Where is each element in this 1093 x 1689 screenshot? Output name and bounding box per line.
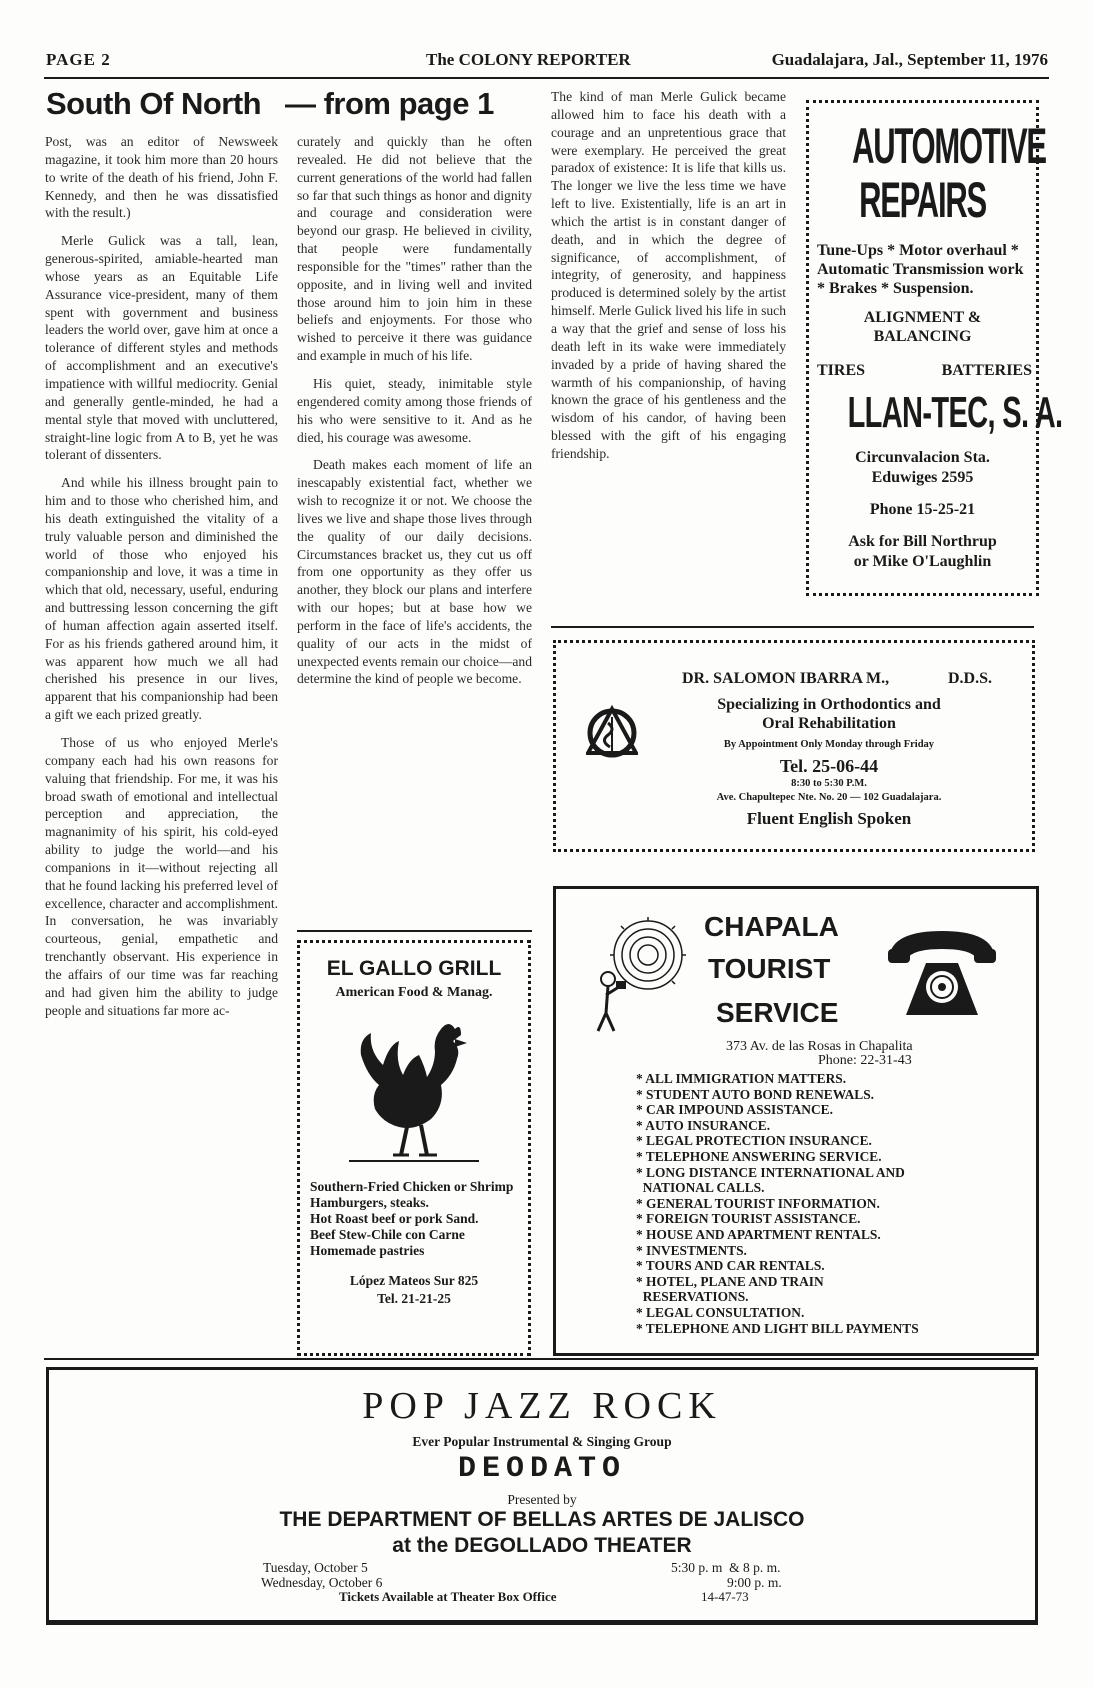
concert-time-1: 5:30 p. m & 8 p. m. xyxy=(671,1560,781,1575)
gallo-title: EL GALLO GRILL xyxy=(326,957,502,980)
chapala-service-item: * TELEPHONE ANSWERING SERVICE. xyxy=(636,1148,882,1164)
concert-date-1: Tuesday, October 5 xyxy=(263,1560,368,1575)
chapala-service-item: * LEGAL PROTECTION INSURANCE. xyxy=(636,1133,872,1149)
chapala-service-item: * CAR IMPOUND ASSISTANCE. xyxy=(636,1102,833,1118)
article-column-1 xyxy=(45,133,278,1353)
chapala-services-list xyxy=(636,1071,919,1336)
ad-auto-contact-1: Ask for Bill Northrup xyxy=(848,533,997,550)
article-paragraph: And while his illness brought pain to him and to those who cherished him, and his death extinguished the vitality of a truly valuable person and diminished the world of those who enjoyed his companionship and love, it was a time in which that old, necessary, useful, enduring and buttressing lesson concerning the gift of human affection again asserted itself. For as his friends gathered around him, it was apparent how much we all had cherished his presence in our lives, apparent that his companionship had been a gift we each prized greatly. xyxy=(45,475,278,723)
chapala-service-item: * STUDENT AUTO BOND RENEWALS. xyxy=(636,1086,874,1102)
ad-auto-tires-batteries xyxy=(809,362,1036,380)
chapala-service-item: * HOUSE AND APARTMENT RENTALS. xyxy=(636,1226,881,1242)
automotive-repairs-ad xyxy=(806,100,1063,596)
concert-title: POP JAZZ ROCK xyxy=(362,1385,722,1427)
dentist-degree: D.D.S. xyxy=(948,670,993,687)
gallo-menu-item: Hamburgers, steaks. xyxy=(310,1195,429,1210)
concert-presented-by: Presented by xyxy=(507,1492,577,1507)
dentist-specialty-2: Oral Rehabilitation xyxy=(762,715,896,732)
section-rule xyxy=(551,626,1034,628)
chapala-address: 373 Av. de las Rosas in Chapalita xyxy=(726,1039,913,1054)
concert-top-rule xyxy=(44,1358,1034,1360)
masthead xyxy=(46,46,1048,76)
article-headline: South Of North xyxy=(46,86,262,121)
chapala-tourist-service-ad xyxy=(553,886,1039,1356)
gallo-address: López Mateos Sur 825 xyxy=(349,1273,479,1288)
chapala-title-2: TOURIST xyxy=(708,953,831,984)
gallo-tel: Tel. 21-21-25 xyxy=(377,1291,451,1306)
dentist-ad xyxy=(553,640,1035,852)
chapala-service-item: RESERVATIONS. xyxy=(636,1289,749,1305)
gallo-menu xyxy=(300,1165,528,1259)
ad-auto-title-2: REPAIRS xyxy=(859,172,986,228)
concert-tickets: Tickets Available at Theater Box Office xyxy=(339,1589,557,1604)
telephone-icon xyxy=(882,925,1002,1025)
gallo-menu-item: Southern-Fried Chicken or Shrimp xyxy=(310,1179,514,1194)
article-headline-continued: — from page 1 xyxy=(285,86,494,121)
concert-date-2: Wednesday, October 6 xyxy=(261,1575,383,1590)
deodato-concert-ad xyxy=(46,1367,1038,1625)
rooster-icon xyxy=(349,1015,479,1165)
dentist-hours: 8:30 to 5:30 P.M. xyxy=(791,778,867,789)
sun-tourist-icon xyxy=(586,915,696,1035)
article-paragraph: Those of us who enjoyed Merle's company each had his own reasons for valuing that friendship. For me, it was his broad swath of emotional and intellectual perception and appreciation, the magnanimity of his spirit, his cold-eyed ability to judge the world—and his companions in it—without rejecting all that he found lacking his preferred level of excellence, character and accomplishment. In conversation, he was invariably courteous, genial, empathetic and trenchantly observant. His experience in the affairs of our time was far reaching and had given him the ability to judge people and situations far more ac- xyxy=(45,735,278,1018)
page-number: PAGE 2 xyxy=(46,50,111,69)
chapala-service-item: * TOURS AND CAR RENTALS. xyxy=(636,1258,825,1274)
chapala-service-item: * FOREIGN TOURIST ASSISTANCE. xyxy=(636,1211,861,1227)
ad-auto-address-2: Eduwiges 2595 xyxy=(871,469,974,486)
chapala-service-item: NATIONAL CALLS. xyxy=(636,1180,765,1196)
chapala-service-item: * LONG DISTANCE INTERNATIONAL AND xyxy=(636,1164,905,1180)
gallo-subtitle: American Food & Manag. xyxy=(335,985,493,1000)
article-column-2 xyxy=(297,133,532,923)
concert-venue: at the DEGOLLADO THEATER xyxy=(392,1534,692,1557)
gallo-top-rule xyxy=(297,930,532,932)
ad-auto-title-1: AUTOMOTIVE xyxy=(852,118,1046,174)
dentist-appointment-note: By Appointment Only Monday through Friday xyxy=(723,739,935,750)
chapala-service-item: * AUTO INSURANCE. xyxy=(636,1117,771,1133)
el-gallo-grill-ad xyxy=(297,940,531,1356)
article-paragraph: The kind of man Merle Gulick became allowed him to face his death with a courage and an unpretentious grace that were exemplary. He perceived the great paradox of existence: It is life that kills us. The longer we live the less time we have left to live. Existentially, life is an art in which the artist is in constant danger of death, and in which the degree of significance, of accomplishment, of integrity, of generosity, and happiness produced is determined solely by the artist himself. Merle Gulick lived his life in such a way that the grief and sense of loss his death left in its wake were immediately invaded by a pride of having shared the warmth of his companionship, of having known the grace of his gentleness and the wisdom of his candor, of having been blessed with the gift of his engaging friendship. xyxy=(551,89,786,461)
gallo-menu-item: Beef Stew-Chile con Carne Homemade pastries xyxy=(310,1227,465,1258)
dateline: Guadalajara, Jal., September 11, 1976 xyxy=(771,50,1048,69)
article-paragraph: Merle Gulick was a tall, lean, generous-spirited, amiable-hearted man whose years as an Equitable Life Assurance vice-president, many of them spent with government and business leaders the world over, gave him at once a tolerance of different styles and methods of accomplishment and an executive's impatience with willful mediocrity. Genial and generally gentle-minded, he had a mental style that moved with uncluttered, straight-line logic from A to B, yet he was tolerant of dissenters. xyxy=(45,233,278,463)
chapala-service-item: * LEGAL CONSULTATION. xyxy=(636,1304,805,1320)
newspaper-name: The COLONY REPORTER xyxy=(426,50,631,69)
chapala-service-item: * INVESTMENTS. xyxy=(636,1242,747,1258)
chapala-title-1: CHAPALA xyxy=(704,911,839,942)
chapala-service-item: * ALL IMMIGRATION MATTERS. xyxy=(636,1071,847,1086)
dentist-tel: Tel. 25-06-44 xyxy=(779,756,879,776)
article-paragraph: Post, was an editor of Newsweek magazine, it took him more than 20 hours to write of the death of his friend, John F. Kennedy, and then he was dissatisfied with the result.) xyxy=(45,134,278,221)
chapala-phone: Phone: 22-31-43 xyxy=(818,1053,912,1068)
ad-auto-alignment: ALIGNMENT & BALANCING xyxy=(863,309,982,345)
dentist-address: Ave. Chapultepec Nte. No. 20 — 102 Guadalajara. xyxy=(716,792,942,803)
ad-auto-company: LLAN-TEC, S. A. xyxy=(847,388,1063,437)
ad-auto-batteries: BATTERIES xyxy=(941,362,1032,379)
article-paragraph: Death makes each moment of life an inescapably existential fact, whether we wish to recognize it or not. We choose the lives we live and shape those lives through the quality of our daily decisions. Circumstances bracket us, they cut us off from one opportunity as they offer us another, they block our plans and interfere with our hopes; but at base how we perform in the face of life's accidents, the quality of our acts in the midst of unexpected events remain our choice—and determine the kind of people we become. xyxy=(297,457,532,687)
concert-presenter: THE DEPARTMENT OF BELLAS ARTES DE JALISCO xyxy=(279,1508,805,1531)
ad-auto-address-1: Circunvalacion Sta. xyxy=(855,449,990,466)
ad-auto-services: Tune-Ups * Motor overhaul * Automatic Transmission work * Brakes * Suspension. xyxy=(817,242,1024,297)
concert-tagline: Ever Popular Instrumental & Singing Group xyxy=(412,1434,672,1449)
masthead-rule xyxy=(44,77,1049,79)
article-paragraph: curately and quickly than he often revealed. He did not believe that the current generations of the world had fallen so far that such things as honor and dignity and courage and consideration were beyond our grasp. He believed in civility, that people were fundamentally responsible for the "times" rather than the opposite, and in living well and invited those around him to join him in these beliefs and enjoyments. For those who wished to perceive it there was guidance and example in much of his life. xyxy=(297,134,532,364)
dentist-name: DR. SALOMON IBARRA M., xyxy=(682,670,890,687)
chapala-service-item: * GENERAL TOURIST INFORMATION. xyxy=(636,1195,880,1211)
ad-auto-tires: TIRES xyxy=(817,362,866,379)
gallo-menu-item: Hot Roast beef or pork Sand. xyxy=(310,1211,479,1226)
ad-auto-phone: Phone 15-25-21 xyxy=(869,501,976,518)
article-column-3 xyxy=(551,88,786,608)
concert-box-phone: 14-47-73 xyxy=(701,1589,749,1604)
chapala-service-item: * TELEPHONE AND LIGHT BILL PAYMENTS xyxy=(636,1320,919,1336)
dentist-specialty-1: Specializing in Orthodontics and xyxy=(717,696,941,713)
chapala-title-3: SERVICE xyxy=(716,997,839,1028)
article-paragraph: His quiet, steady, inimitable style engendered comity among those friends of his who were sensitive to it. And as he died, his courage was awesome. xyxy=(297,375,532,445)
concert-time-2: 9:00 p. m. xyxy=(727,1575,782,1590)
dentist-language: Fluent English Spoken xyxy=(746,809,912,828)
concert-band: DEODATO xyxy=(457,1452,627,1486)
chapala-service-item: * HOTEL, PLANE AND TRAIN xyxy=(636,1273,824,1289)
ad-auto-contact-2: or Mike O'Laughlin xyxy=(853,553,992,570)
